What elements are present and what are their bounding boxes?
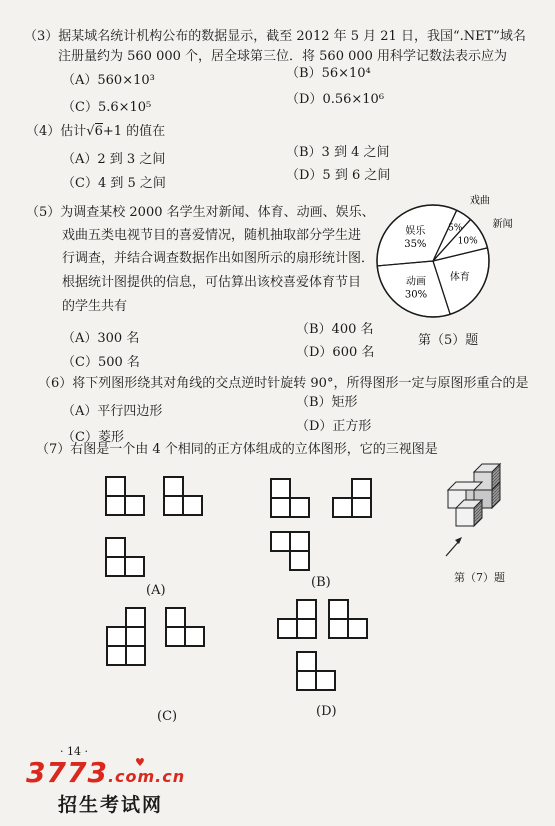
- page-number: · 14 ·: [60, 745, 88, 758]
- pie-label-5: 动画: [405, 276, 426, 288]
- q4-option-a: （A）2 到 3 之间: [62, 152, 166, 167]
- q3-stem-line1: （3）据某域名统计机构公布的数据显示，截至 2012 年 5 月 21 日，我国“.NET”域名: [24, 29, 526, 44]
- q5-option-c: （C）500 名: [62, 355, 140, 370]
- q7-option-b-label: (B): [311, 575, 331, 590]
- q5-stem-line1: （5）为调查某校 2000 名学生对新闻、体育、动画、娱乐、: [26, 205, 375, 220]
- pie-outer-label-3: 新闻: [492, 219, 513, 231]
- q3-option-b: （B）56×10⁴: [286, 66, 371, 81]
- q7-option-a-views: [104, 475, 254, 585]
- q7-figure-caption: 第（7）题: [454, 571, 505, 584]
- q3-option-a: （A）560×10³: [62, 73, 155, 88]
- q7-option-b-views: [268, 476, 418, 586]
- q6-option-c: （C）菱形: [62, 430, 124, 445]
- q7-option-c-views: [104, 605, 254, 695]
- sqrt-symbol: √6: [86, 124, 103, 139]
- q7-option-d-label: (D): [316, 704, 337, 719]
- pie-value-1: 35%: [404, 238, 427, 250]
- q6-option-d: （D）正方形: [296, 419, 372, 434]
- q6-stem: （6）将下列图形绕其对角线的交点逆时针旋转 90°，所得图形一定与原图形重合的是: [38, 376, 529, 391]
- q4-option-b: （B）3 到 4 之间: [286, 145, 390, 160]
- q4-option-d: （D）5 到 6 之间: [286, 168, 391, 183]
- q4-option-c: （C）4 到 5 之间: [62, 176, 166, 191]
- q3-stem-line2: 注册量约为 560 000 个，居全球第三位．将 560 000 用科学记数法表示应为: [58, 49, 508, 64]
- q5-stem-line5: 的学生共有: [62, 299, 128, 314]
- pie-label-3: 10%: [457, 236, 478, 247]
- q7-stem: （7）右图是一个由 4 个相同的正方体组成的立体图形，它的三视图是: [36, 442, 438, 457]
- watermark-site: 招生考试网: [58, 794, 164, 816]
- pie-label-4: 体育: [449, 272, 470, 284]
- watermark-brand: 3773.com.cn: [26, 756, 186, 789]
- q7-option-a-label: (A): [146, 583, 166, 598]
- q5-stem-line3: 行调查，并结合调查数据作出如图所示的扇形统计图．: [62, 251, 375, 266]
- q3-option-d: （D）0.56×10⁶: [286, 92, 385, 107]
- q7-option-d-views: [275, 597, 395, 707]
- q5-option-d: （D）600 名: [296, 345, 375, 360]
- heart-icon: ♥: [135, 756, 145, 769]
- pie-label-2: 5%: [448, 223, 463, 234]
- q5-option-a: （A）300 名: [62, 331, 140, 346]
- q4-stem: （4）估计√6+1 的值在: [26, 124, 166, 139]
- q5-option-b: （B）400 名: [296, 322, 374, 337]
- q5-figure-caption: 第（5）题: [418, 333, 479, 348]
- q7-option-c-label: (C): [157, 709, 178, 724]
- q7-solid-figure: [440, 460, 530, 570]
- q5-stem-line2: 戏曲五类电视节目的喜爱情况，随机抽取部分学生进: [62, 228, 362, 243]
- q5-stem-line4: 根据统计图提供的信息，可估算出该校喜爱体育节目: [62, 275, 362, 290]
- q6-option-b: （B）矩形: [296, 395, 358, 410]
- q6-option-a: （A）平行四边形: [62, 404, 163, 419]
- pie-chart: [375, 197, 535, 327]
- pie-value-5: 30%: [404, 289, 428, 301]
- q3-option-c: （C）5.6×10⁵: [62, 100, 152, 115]
- pie-outer-label-2: 戏曲: [469, 195, 490, 207]
- pie-label-1: 娱乐: [405, 225, 426, 237]
